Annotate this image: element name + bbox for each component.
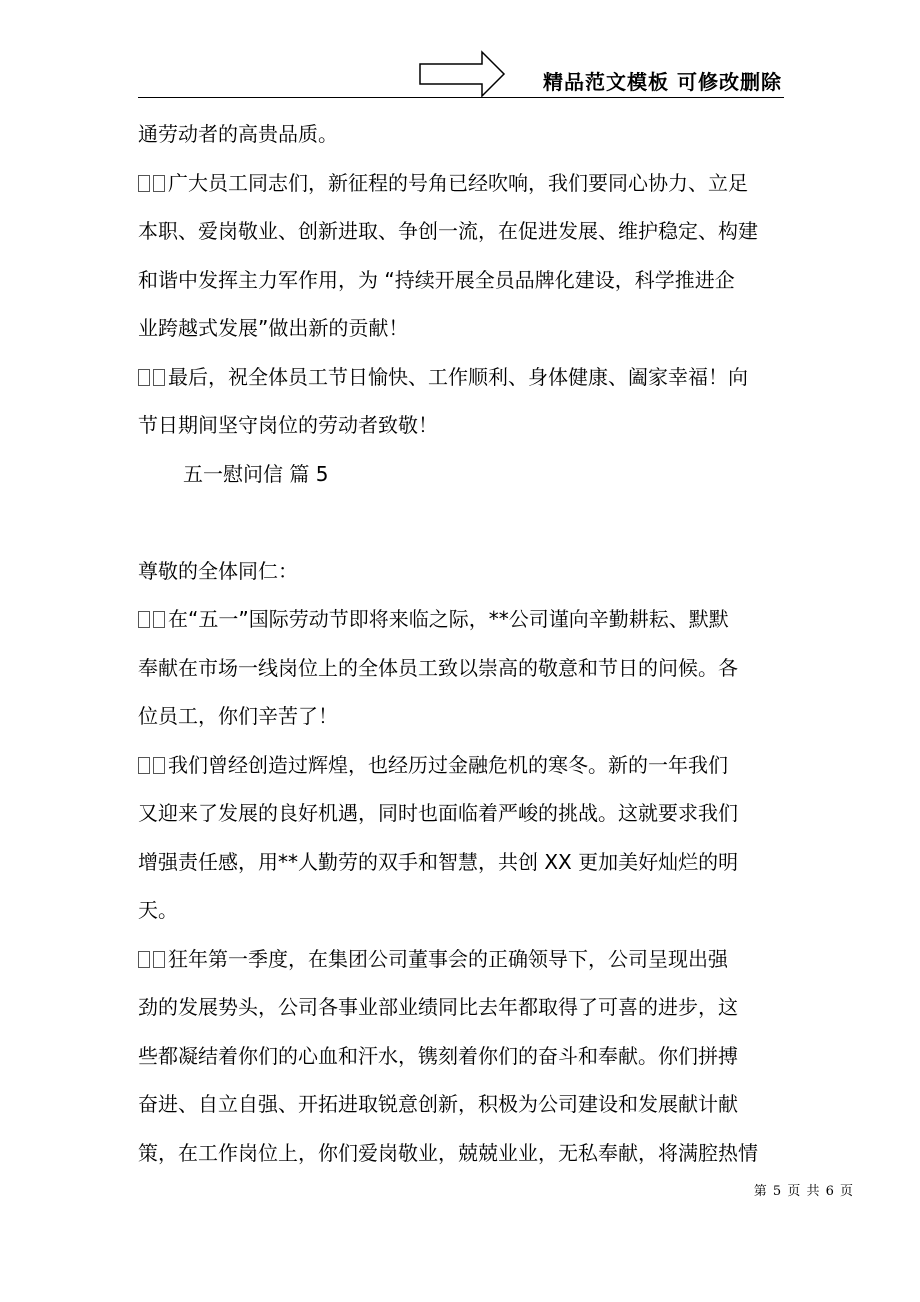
text-line: 广大员工同志们，新征程的号角已经吹响，我们要同心协力、立足 [138, 159, 784, 208]
missing-glyph-box [153, 757, 165, 774]
text-line: 奋进、自立自强、开拓进取锐意创新，积极为公司建设和发展献计献 [138, 1092, 738, 1116]
text-line: 狂年第一季度，在集团公司董事会的正确领导下，公司呈现出强 [138, 935, 784, 984]
document-body [138, 110, 784, 1177]
text-line: 些都凝结着你们的心血和汗水，镌刻着你们的奋斗和奉献。你们拼搏 [138, 1043, 738, 1068]
missing-glyph-box [153, 369, 165, 386]
missing-glyph-box [138, 369, 150, 386]
header-title: 精品范文模板 可修改删除 [543, 70, 782, 94]
page-number: 第 5 页 共 6 页 [753, 1184, 854, 1199]
text-line: 最后，祝全体员工节日愉快、工作顺利、身体健康、阖家幸福！向 [138, 353, 784, 402]
missing-glyph-box [138, 175, 150, 192]
text-line: 在“五一”国际劳动节即将来临之际，**公司谨向辛勤耕耘、默默 [138, 595, 784, 644]
missing-glyph-box [138, 611, 150, 628]
text-line: 和谐中发挥主力军作用，为 “持续开展全员品牌化建设，科学推进企 [138, 267, 735, 292]
text-line: 天。 [138, 898, 178, 922]
header-divider [138, 97, 784, 98]
text-line: 通劳动者的高贵品质。 [138, 122, 338, 146]
missing-glyph-box [138, 757, 150, 774]
arrow-right-icon [418, 50, 508, 98]
text-line: 增强责任感，用**人勤劳的双手和智慧，共创 XX 更加美好灿烂的明 [138, 849, 739, 874]
text-line: 奉献在市场一线岗位上的全体员工致以崇高的敬意和节日的问候。各 [138, 655, 738, 680]
missing-glyph-box [153, 611, 165, 628]
text-line: 节日期间坚守岗位的劳动者致敬！ [138, 413, 438, 437]
blank-line [138, 498, 784, 547]
salutation: 尊敬的全体同仁： [138, 558, 298, 583]
text-line: 本职、爱岗敬业、创新进取、争创一流，在促进发展、维护稳定、构建 [138, 219, 758, 243]
text-line: 策，在工作岗位上，你们爱岗敬业，兢兢业业，无私奉献，将满腔热情 [138, 1140, 758, 1165]
missing-glyph-box [138, 951, 150, 968]
text-line: 我们曾经创造过辉煌，也经历过金融危机的寒冬。新的一年我们 [138, 741, 784, 790]
text-line: 劲的发展势头，公司各事业部业绩同比去年都取得了可喜的进步，这 [138, 995, 738, 1019]
page-header [0, 0, 920, 100]
section-heading: 五一慰问信 篇 5 [183, 461, 329, 486]
missing-glyph-box [153, 951, 165, 968]
text-line: 位员工，你们辛苦了！ [138, 704, 338, 728]
text-line: 业跨越式发展”做出新的贡献！ [138, 316, 409, 340]
text-line: 又迎来了发展的良好机遇，同时也面临着严峻的挑战。这就要求我们 [138, 801, 738, 825]
missing-glyph-box [153, 175, 165, 192]
